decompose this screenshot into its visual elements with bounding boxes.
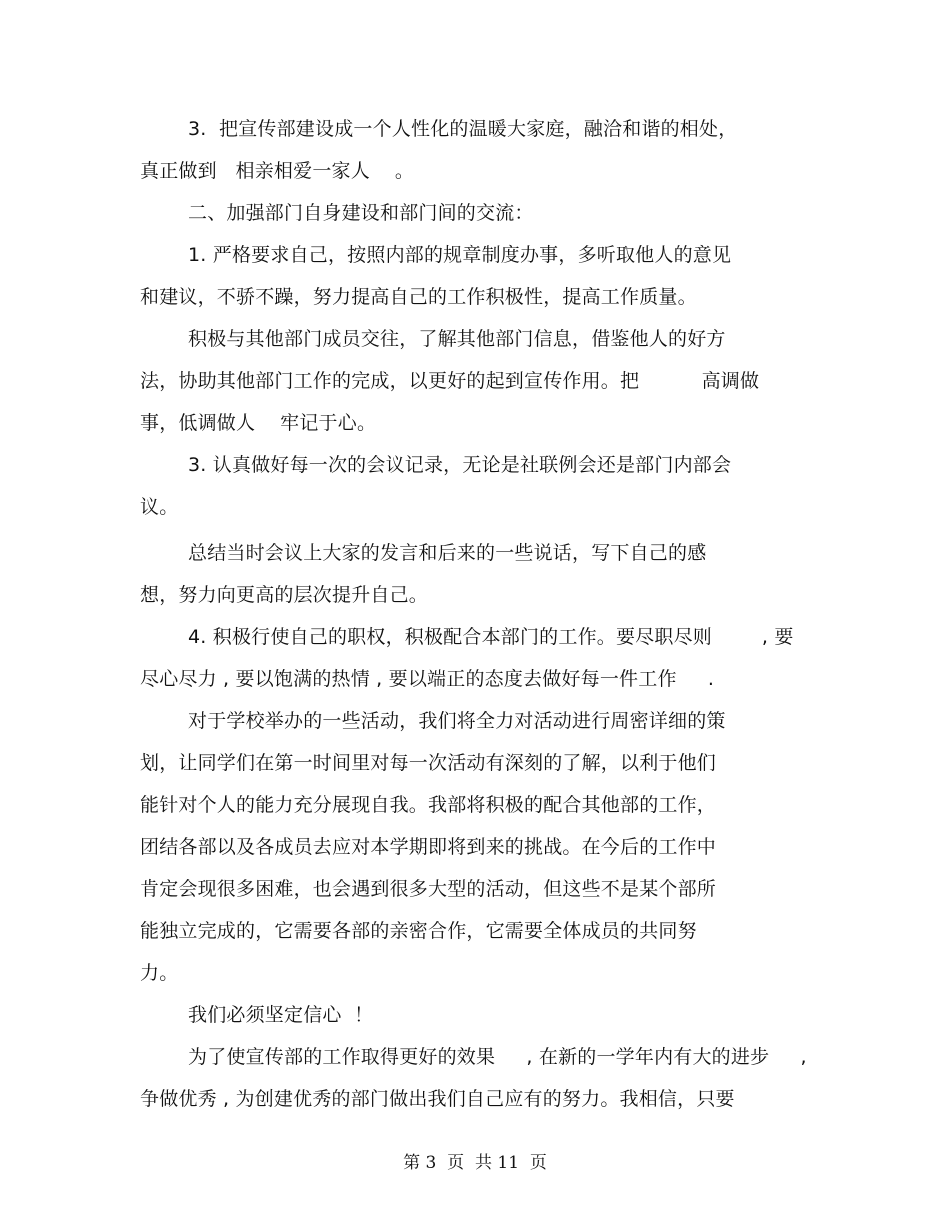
body-line: 3. 认真做好每一次的会议记录，无论是社联例会还是部门内部会 [188, 454, 732, 476]
body-line: 能独立完成的，它需要各部的亲密合作，它需要全体成员的共同努 [140, 920, 697, 942]
body-line: 事，低调做人 牢记于心。 [140, 412, 377, 434]
body-line: 总结当时会议上大家的发言和后来的一些说话，写下自己的感 [188, 542, 707, 564]
body-line: 肯定会现很多困难，也会遇到很多大型的活动，但这些不是某个部所 [140, 878, 717, 900]
body-line: 为了使宣传部的工作取得更好的效果 , 在新的一学年内有大的进步 , [188, 1046, 807, 1068]
body-line: 法，协助其他部门工作的完成，以更好的起到宣传作用。把 高调做 [140, 370, 760, 392]
body-line: 划，让同学们在第一时间里对每一次活动有深刻的了解，以利于他们 [140, 752, 717, 774]
body-line: 团结各部以及各成员去应对本学期即将到来的挑战。在今后的工作中 [140, 836, 717, 858]
body-line: 3. 把宣传部建设成一个人性化的温暖大家庭，融洽和谐的相处， [188, 118, 738, 140]
body-line: 能针对个人的能力充分展现自我。我部将积极的配合其他部的工作， [140, 794, 717, 816]
body-line: 想，努力向更高的层次提升自己。 [140, 584, 429, 606]
body-line: 积极与其他部门成员交往，了解其他部门信息，借鉴他人的好方 [188, 328, 726, 350]
body-line: 4. 积极行使自己的职权，积极配合本部门的工作。要尽职尽则 , 要 [188, 626, 794, 648]
body-line: 1. 严格要求自己，按照内部的规章制度办事，多听取他人的意见 [188, 244, 732, 266]
body-line: 二、加强部门自身建设和部门间的交流： [188, 202, 534, 224]
body-line: 真正做到 相亲相爱一家人 。 [140, 160, 415, 182]
page-number-footer: 第 3 页 共 11 页 [403, 1153, 547, 1173]
body-line: 争做优秀 , 为创建优秀的部门做出我们自己应有的努力。我相信，只要 [140, 1088, 735, 1110]
body-line: 我们必须坚定信心 ！ [188, 1004, 374, 1026]
body-line: 议。 [140, 496, 179, 518]
body-line: 力。 [140, 962, 179, 984]
body-line: 对于学校举办的一些活动，我们将全力对活动进行周密详细的策 [188, 710, 726, 732]
body-line: 尽心尽力 , 要以饱满的热情 , 要以端正的态度去做好每一件工作 . [140, 668, 715, 690]
body-line: 和建议，不骄不躁，努力提高自己的工作积极性，提高工作质量。 [140, 286, 697, 308]
